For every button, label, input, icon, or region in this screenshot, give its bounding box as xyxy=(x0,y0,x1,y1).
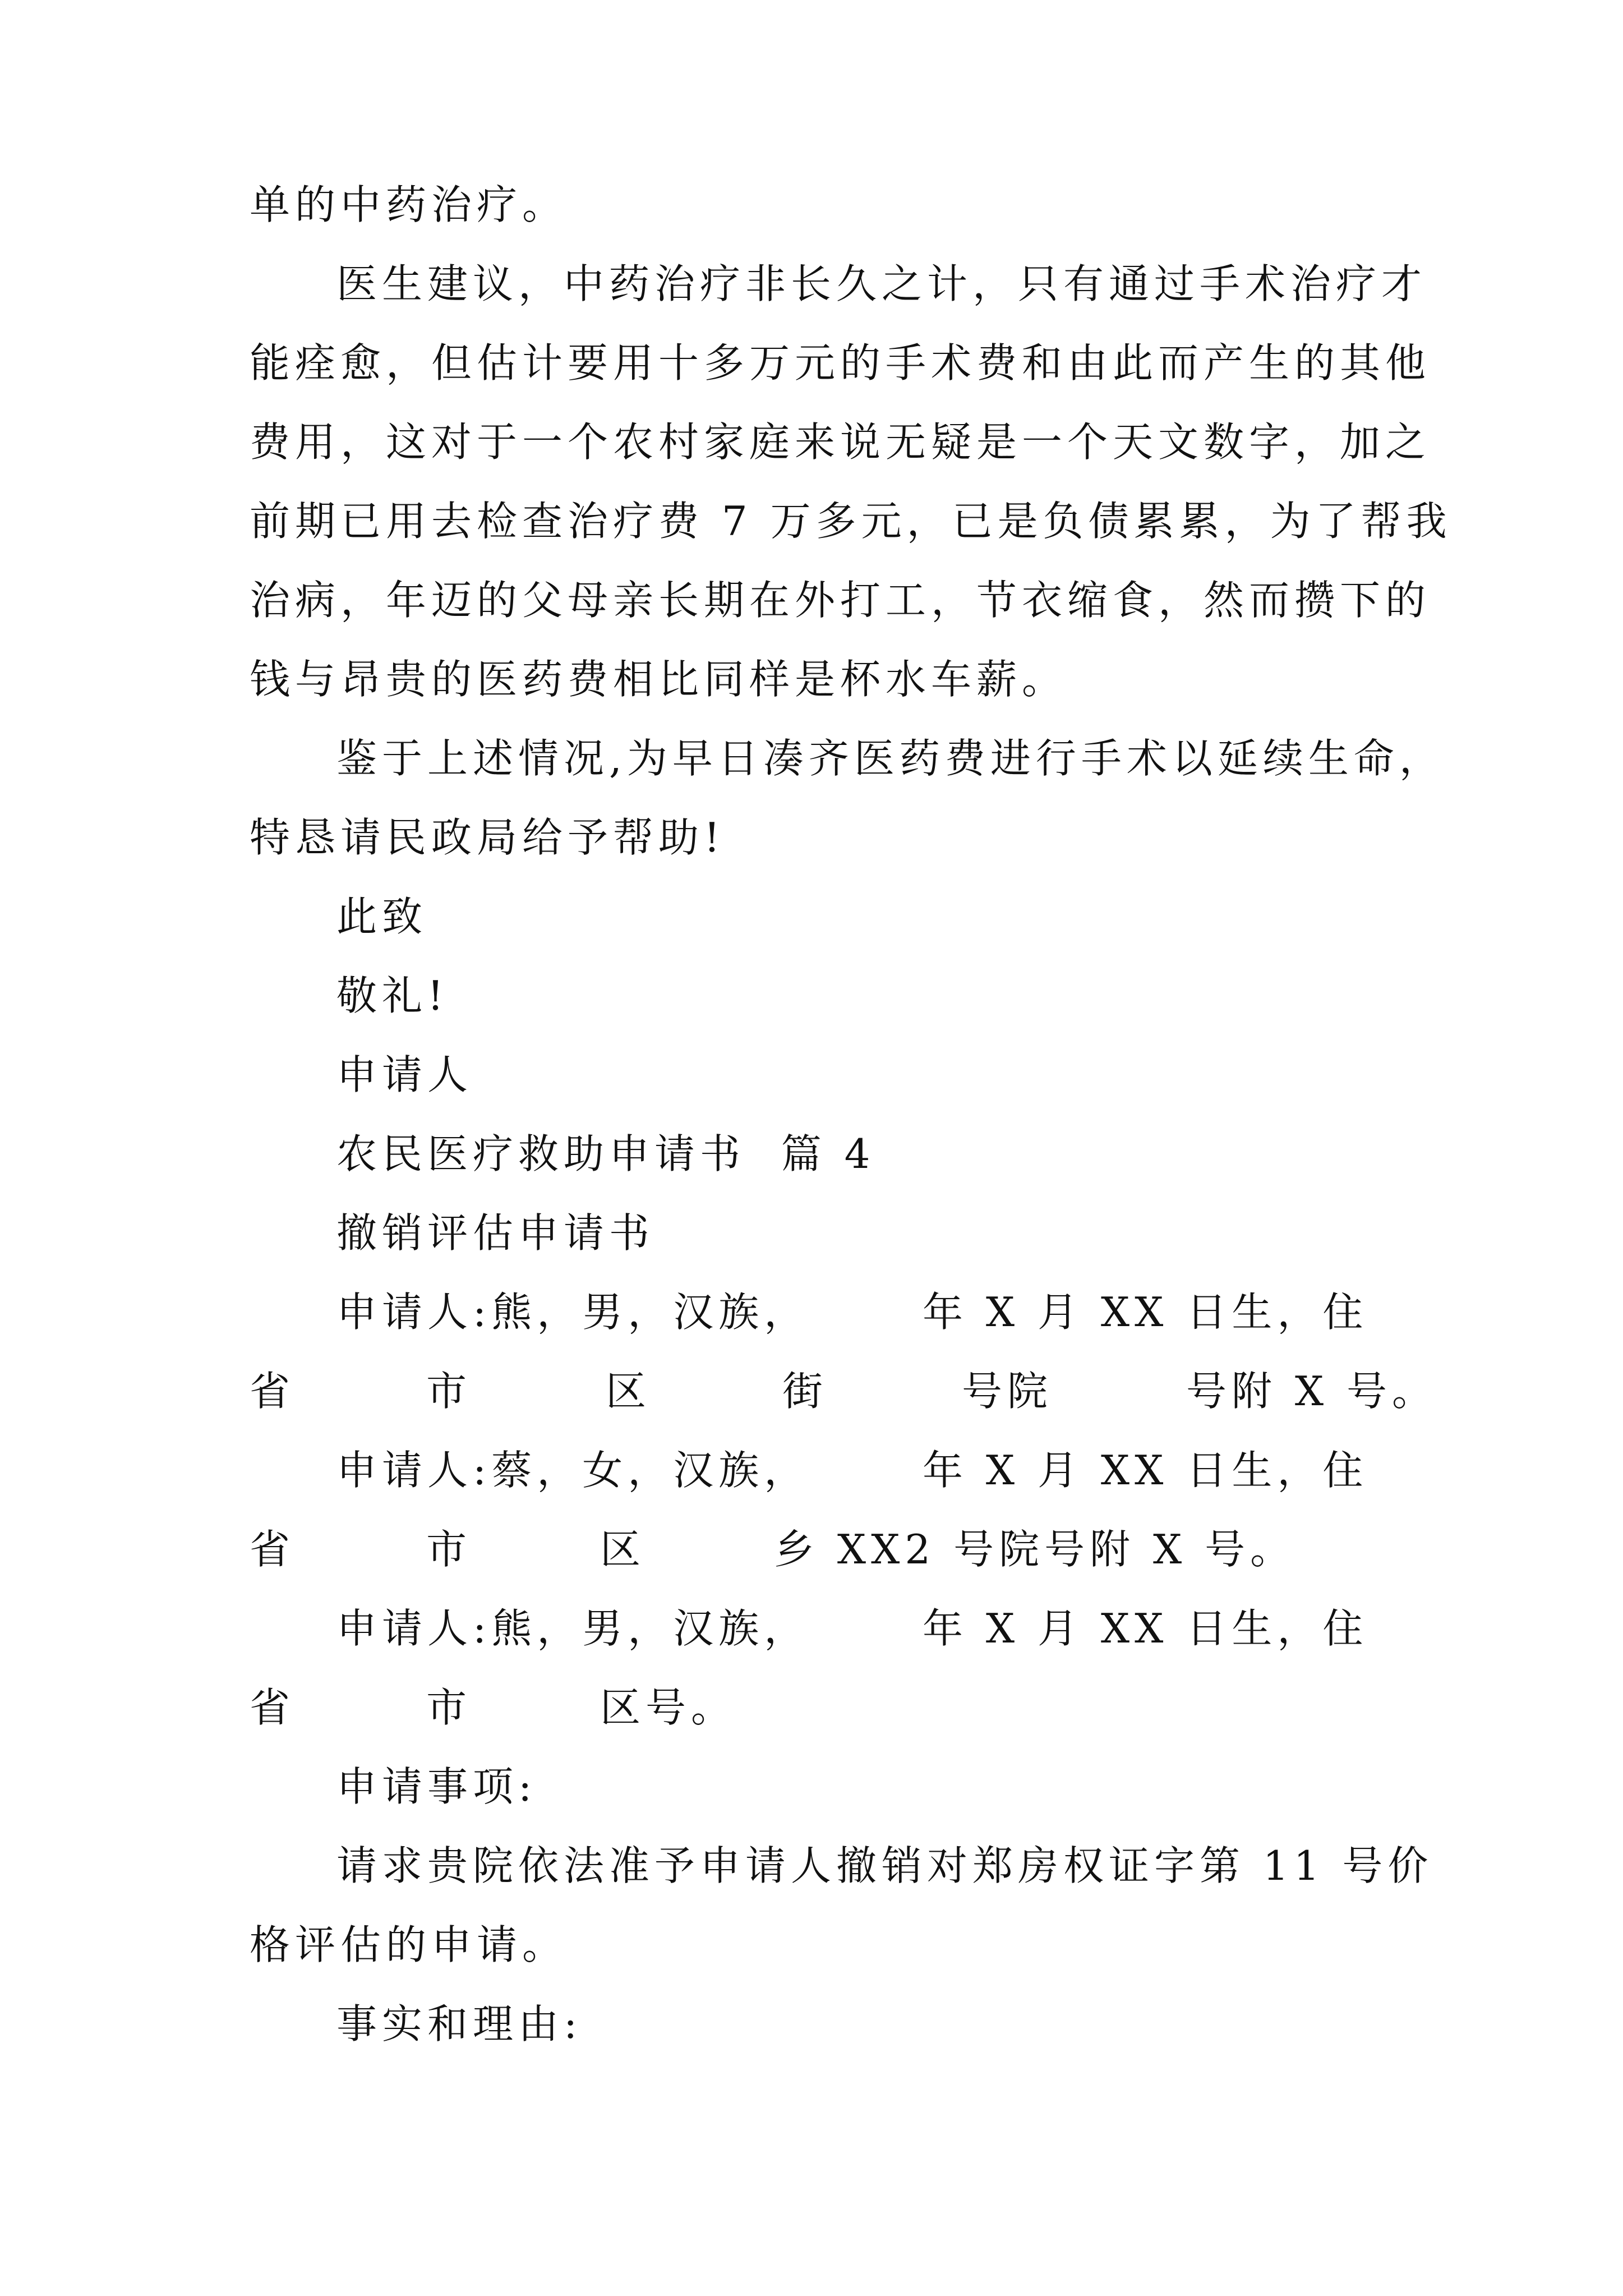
request-heading: 申请事项: xyxy=(336,1763,537,1810)
text-line xyxy=(0,245,1623,323)
paragraph-text: 鉴于上述情况,为早日凑齐医药费进行手术以延续生命， xyxy=(336,735,1445,782)
address-part: 号院 xyxy=(962,1368,1053,1415)
text-line xyxy=(0,640,1623,719)
applicant-birth: 年 X 月 XX 日生，住 xyxy=(923,1447,1368,1494)
heading-line xyxy=(0,1985,1623,2063)
text-line xyxy=(0,1826,1623,1905)
text-line xyxy=(0,403,1623,481)
paragraph-text: 前期已用去检查治疗费 7 万多元，已是负债累累，为了帮我 xyxy=(250,498,1452,545)
text-line xyxy=(0,324,1623,402)
applicant-line xyxy=(0,1431,1623,1510)
address-line xyxy=(0,1352,1623,1430)
address-part: 市 xyxy=(426,1368,472,1415)
address-part: 街 xyxy=(782,1368,828,1415)
salutation-line xyxy=(0,877,1623,956)
applicant-info: 申请人:熊，男，汉族， xyxy=(336,1605,810,1652)
paragraph-text: 能痊愈，但估计要用十多万元的手术费和由此而产生的其他 xyxy=(250,339,1431,386)
applicant-info: 申请人:蔡，女，汉族， xyxy=(336,1447,810,1494)
address-part: 号附 X 号。 xyxy=(1186,1368,1438,1415)
address-part: 省 xyxy=(250,1368,296,1415)
facts-heading: 事实和理由: xyxy=(336,2000,583,2047)
salutation-line xyxy=(0,956,1623,1035)
text-line xyxy=(0,798,1623,877)
document-title-line xyxy=(0,1194,1623,1272)
applicant-birth: 年 X 月 XX 日生，住 xyxy=(923,1289,1368,1336)
paragraph-text: 特恳请民政局给予帮助! xyxy=(250,814,725,861)
address-part: 市 xyxy=(426,1684,472,1731)
heading-line xyxy=(0,1747,1623,1826)
document-title: 撤销评估申请书 xyxy=(336,1209,655,1257)
request-text: 请求贵院依法准予申请人撤销对郑房权证字第 11 号价 xyxy=(336,1842,1433,1889)
text-line xyxy=(0,719,1623,798)
address-line xyxy=(0,1510,1623,1589)
section-title-line xyxy=(0,1115,1623,1193)
closing-text: 此致 xyxy=(336,893,428,940)
signature-label: 申请人 xyxy=(336,1051,473,1098)
paragraph-text: 治病，年迈的父母亲长期在外打工，节衣缩食，然而攒下的 xyxy=(250,577,1431,624)
address-part: 区 xyxy=(606,1368,652,1415)
request-text: 格评估的申请。 xyxy=(250,1921,568,1968)
text-line xyxy=(0,165,1623,244)
applicant-line xyxy=(0,1589,1623,1668)
signature-line xyxy=(0,1036,1623,1114)
applicant-info: 申请人:熊，男，汉族， xyxy=(336,1289,810,1336)
applicant-line xyxy=(0,1273,1623,1351)
paragraph-text: 单的中药治疗。 xyxy=(250,181,568,228)
paragraph-text: 费用，这对于一个农村家庭来说无疑是一个天文数字，加之 xyxy=(250,418,1431,466)
closing-text: 敬礼! xyxy=(336,972,449,1019)
address-part: 区 xyxy=(600,1526,646,1573)
address-part: 乡 XX2 号院号附 X 号。 xyxy=(774,1526,1296,1573)
address-line xyxy=(0,1668,1623,1747)
text-line xyxy=(0,482,1623,560)
paragraph-text: 医生建议，中药治疗非长久之计，只有通过手术治疗才 xyxy=(336,260,1427,307)
address-part: 省 xyxy=(250,1684,296,1731)
address-part: 省 xyxy=(250,1526,296,1573)
applicant-birth: 年 X 月 XX 日生，住 xyxy=(923,1605,1368,1652)
address-part: 市 xyxy=(426,1526,472,1573)
section-title: 农民医疗救助申请书 篇 4 xyxy=(336,1130,875,1177)
paragraph-text: 钱与昂贵的医药费相比同样是杯水车薪。 xyxy=(250,656,1068,703)
address-part: 区号。 xyxy=(600,1684,737,1731)
text-line xyxy=(0,561,1623,639)
text-line xyxy=(0,1906,1623,1984)
